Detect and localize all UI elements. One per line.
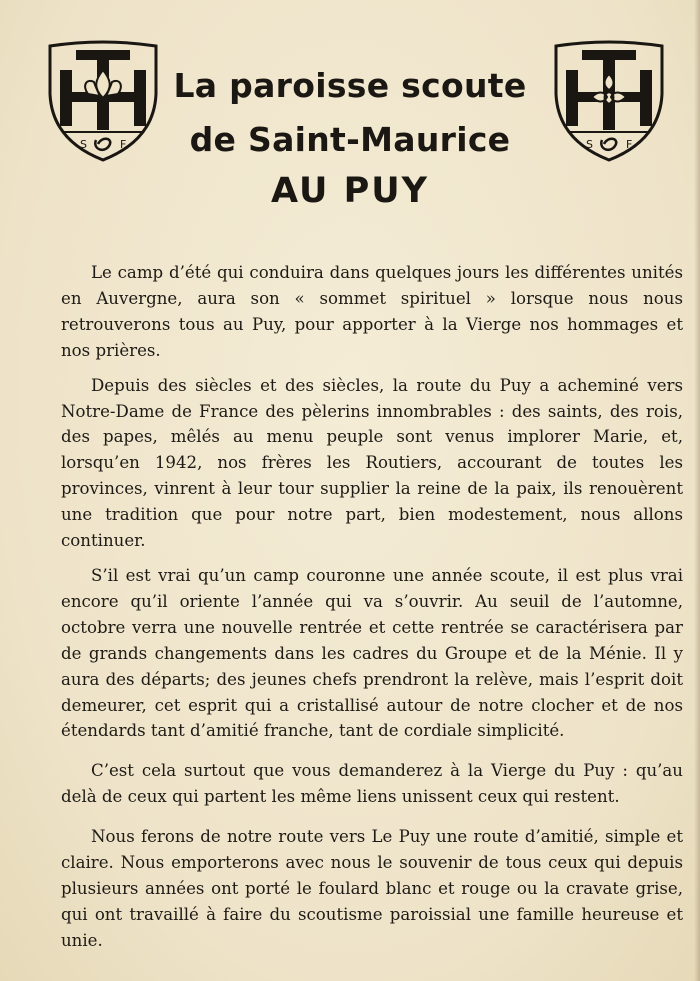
title-line-1: La paroisse scoute	[173, 66, 527, 105]
emblem-letter-left: S	[80, 138, 87, 151]
emblem-letter-right: F	[626, 138, 633, 151]
emblem-letter-left: S	[586, 138, 593, 151]
knot-icon	[95, 139, 110, 150]
fleur-de-lis-icon	[85, 70, 121, 98]
emblem-letter-right: F	[120, 138, 127, 151]
scouts-de-france-emblem-left	[46, 40, 160, 162]
title-line-2: de Saint-Maurice	[189, 120, 511, 159]
page-edge-shadow	[694, 0, 700, 981]
knot-icon	[601, 139, 616, 150]
paragraph-3: S’il est vrai qu’un camp couronne une année scoute, il est plus vrai encore qu’il oriente l’année qui va s’ouvrir. Au seuil de l’automne, octobre verra une nouvelle rentrée et cette rentrée se caractérisera par de grands changements dans les cadres du Groupe et de la Ménie. Il y aura des départs; des jeunes chefs prendront la relève, mais l’esprit doit demeurer, cet esprit qui a cristallisé autour de notre clocher et de nos étendards tant d’amitié franche, tant de cordiale simplicité.	[61, 565, 683, 741]
article-body	[61, 260, 683, 963]
paragraph-5: Nous ferons de notre route vers Le Puy une route d’amitié, simple et claire. Nous emporterons avec nous le souvenir de tous ceux qui depuis plusieurs années ont porté le foulard blanc et rouge ou la cravate grise, qui ont travaillé à faire du scoutisme paroissial une famille heureuse et unie.	[61, 827, 683, 950]
cross-flower-icon	[592, 74, 626, 104]
scouts-de-france-emblem-right	[552, 40, 666, 162]
paragraph-2: Depuis des siècles et des siècles, la route du Puy a acheminé vers Notre-Dame de France des pèlerins innombrables : des saints, des rois, des papes, mêlés au menu peuple sont venus implorer Marie, et, lorsqu’en 1942, nos frères les Routiers, accourant de toutes les provinces, vinrent à leur tour supplier la reine de la paix, ils renouèrent une tradition que pour notre part, bien modestement, nous allons continuer.	[61, 375, 683, 551]
paragraph-4: C’est cela surtout que vous demanderez à la Vierge du Puy : qu’au delà de ceux qui partent les même liens unissent ceux qui restent.	[61, 761, 683, 807]
title-line-3: AU PUY	[270, 171, 430, 211]
paragraph-1: Le camp d’été qui conduira dans quelques jours les différentes unités en Auvergne, aura son « sommet spirituel » lorsque nous nous retrouverons tous au Puy, pour apporter à la Vierge nos hommages et nos prières.	[61, 263, 683, 360]
